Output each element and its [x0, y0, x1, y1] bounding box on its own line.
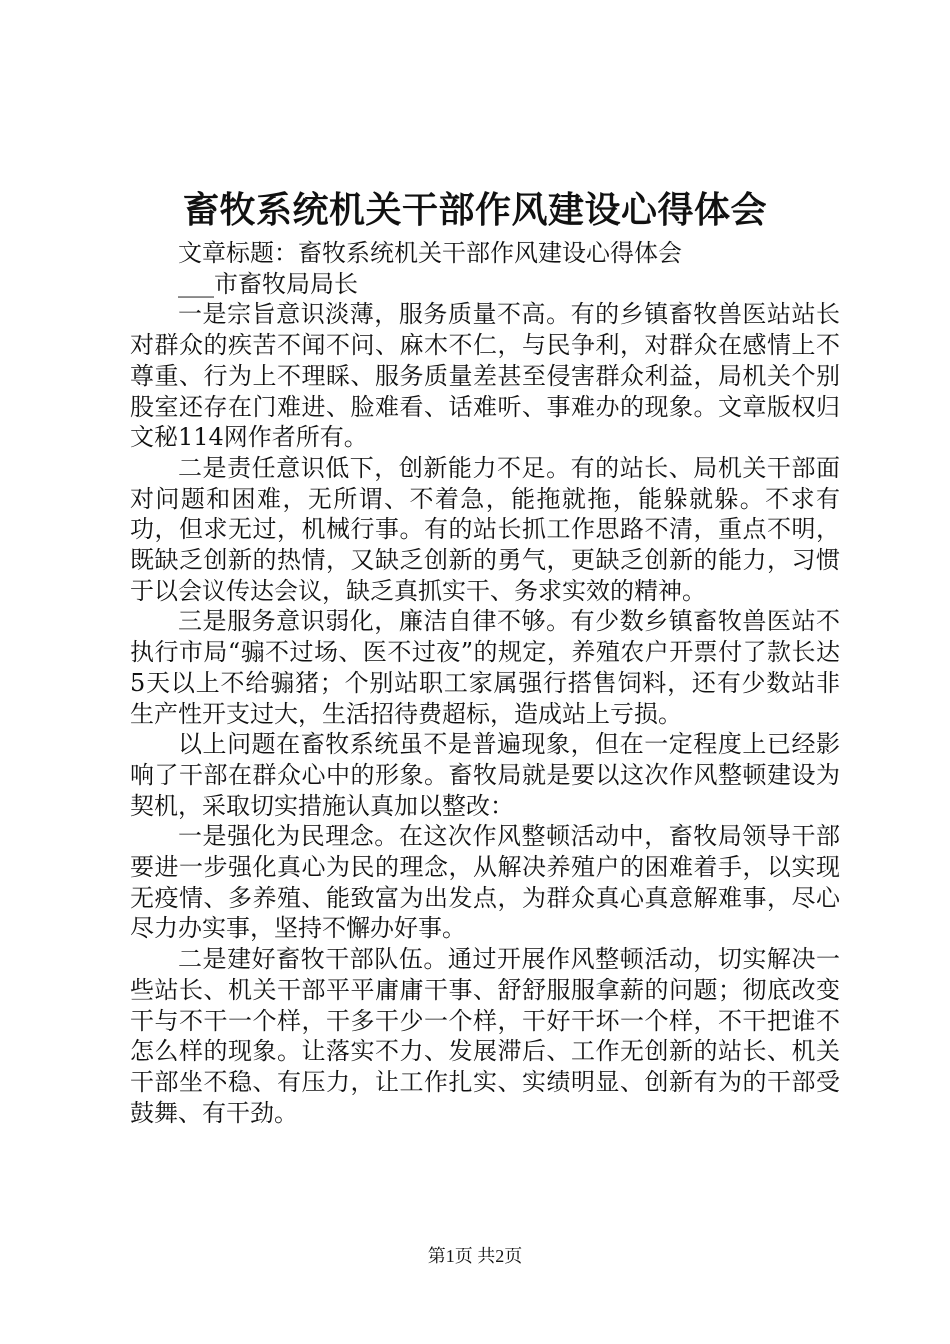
page-footer: 第1页 共2页	[427, 1246, 523, 1266]
paragraph-4: 以上问题在畜牧系统虽不是普遍现象，但在一定程度上已经影响了干部在群众心中的形象。畜牧局就是要以这次作风整顿建设为契机，采取切实措施认真加以整改：	[130, 730, 840, 820]
article-title-line: 文章标题：畜牧系统机关干部作风建设心得体会	[178, 239, 682, 267]
paragraph-3: 三是服务意识弱化，廉洁自律不够。有少数乡镇畜牧兽医站不执行市局“骟不过场、医不过夜”的规定，养殖农户开票付了款长达5天以上不给骟猪；个别站职工家属强行搭售饲料，还有少数站非生产性开支过大，生活招待费超标，造成站上亏损。	[130, 607, 840, 728]
paragraph-1: 一是宗旨意识淡薄，服务质量不高。有的乡镇畜牧兽医站站长对群众的疾苦不闻不问、麻木不仁，与民争利，对群众在感情上不尊重、行为上不理睬、服务质量差甚至侵害群众利益，局机关个别股室还存在门难进、脸难看、话难听、事难办的现象。文章版权归文秘114网作者所有。	[130, 300, 840, 452]
paragraph-2: 二是责任意识低下，创新能力不足。有的站长、局机关干部面对问题和困难，无所谓、不着急，能拖就拖，能躲就躲。不求有功，但求无过，机械行事。有的站长抓工作思路不清，重点不明，既缺乏创新的热情，又缺乏创新的勇气，更缺乏创新的能力，习惯于以会议传达会议，缺乏真抓实干、务求实效的精神。	[130, 453, 840, 605]
author-line: ___市畜牧局局长	[178, 269, 358, 298]
paragraph-6: 二是建好畜牧干部队伍。通过开展作风整顿活动，切实解决一些站长、机关干部平平庸庸干事、舒舒服服拿薪的问题；彻底改变干与不干一个样，干多干少一个样，干好干坏一个样，不干把谁不怎么样的现象。让落实不力、发展滞后、工作无创新的站长、机关干部坐不稳、有压力，让工作扎实、实绩明显、创新有为的干部受鼓舞、有干劲。	[130, 945, 840, 1127]
document-body	[130, 238, 840, 1128]
document-title: 畜牧系统机关干部作风建设心得体会	[182, 189, 767, 231]
paragraph-5: 一是强化为民理念。在这次作风整顿活动中，畜牧局领导干部要进一步强化真心为民的理念，从解决养殖户的困难着手，以实现无疫情、多养殖、能致富为出发点，为群众真心真意解难事，尽心尽力办实事，坚持不懈办好事。	[130, 822, 840, 943]
